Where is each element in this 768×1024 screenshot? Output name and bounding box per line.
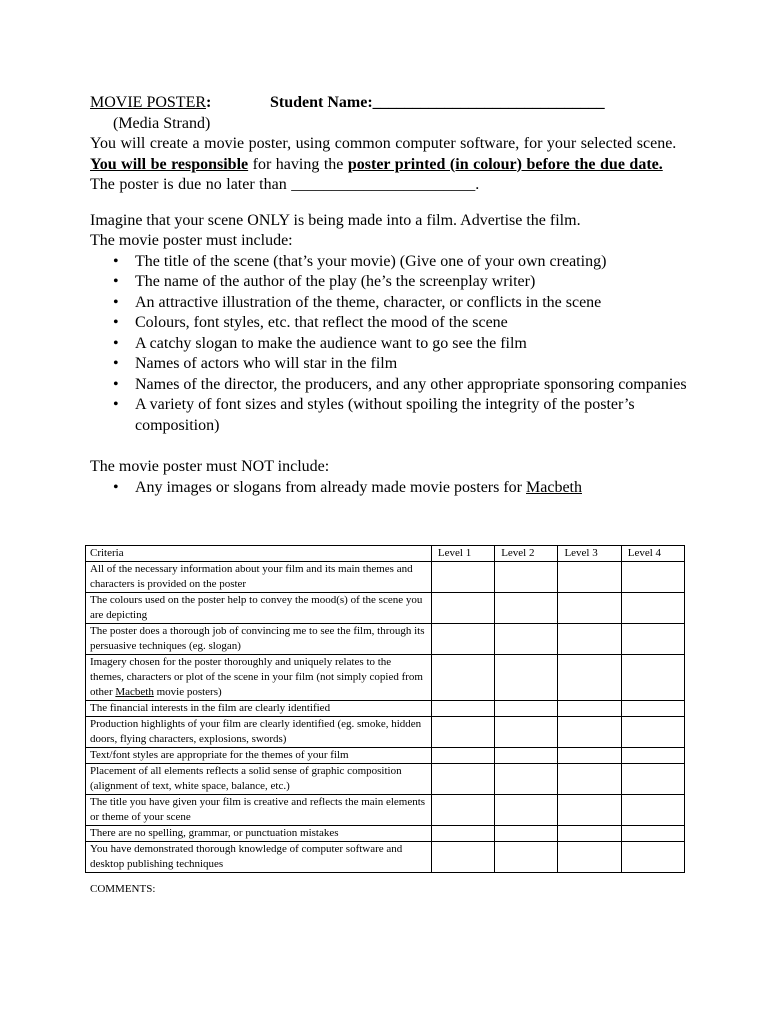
criteria-text: All of the necessary information about your film and its main themes and characters is provided on the poster [90,563,413,590]
list-item-text: Names of actors who will star in the film [135,355,398,372]
level-4-cell[interactable] [621,624,684,655]
level-1-cell[interactable] [431,701,494,717]
bullet-icon: • [113,478,119,496]
level-3-cell[interactable] [558,795,621,826]
criteria-cell [86,701,432,717]
criteria-cell [86,748,432,764]
level-4-cell[interactable] [621,717,684,748]
level-1-cell[interactable] [431,764,494,795]
level-2-cell[interactable] [495,593,558,624]
list-item [90,375,690,396]
table-row [86,624,685,655]
criteria-text: movie posters) [153,686,222,698]
strand-label: (Media Strand) [113,114,211,132]
bullet-icon: • [113,396,119,413]
level-1-cell[interactable] [431,655,494,701]
list-item [90,293,690,314]
level-3-cell[interactable] [558,748,621,764]
bullet-icon: • [113,252,119,270]
macbeth-title: Macbeth [115,686,154,698]
list-item [90,313,690,334]
level-4-cell[interactable] [621,748,684,764]
list-item [90,252,690,273]
table-row [86,717,685,748]
printed-text: poster printed (in colour) before the due date. [347,155,663,173]
level-4-cell[interactable] [621,655,684,701]
table-row [86,748,685,764]
criteria-text: Text/font styles are appropriate for the themes of your film [90,749,349,761]
level-1-cell[interactable] [431,562,494,593]
exclude-heading: The movie poster must NOT include: [90,458,330,475]
level-2-cell[interactable] [495,826,558,842]
level-4-cell[interactable] [621,562,684,593]
level-1-cell[interactable] [431,826,494,842]
criteria-text: Production highlights of your film are clearly identified (eg. smoke, hidden doors, flying characters, explosions, swords) [90,718,422,745]
assignment-page [90,93,690,498]
comments-label: COMMENTS: [90,883,156,895]
title-group [90,93,211,114]
level-3-cell[interactable] [558,701,621,717]
criteria-cell [86,624,432,655]
table-row [86,842,685,873]
criteria-text: The colours used on the poster help to convey the mood(s) of the scene you are depicting [90,594,423,621]
bullet-icon: • [113,334,119,352]
criteria-text: The title you have given your film is creative and reflects the main elements or theme of your scene [90,796,426,823]
bullet-icon: • [113,314,119,331]
level-3-cell[interactable] [558,842,621,873]
level-4-cell[interactable] [621,701,684,717]
level-1-cell[interactable] [431,795,494,826]
exclude-list [90,478,690,499]
level-3-cell[interactable] [558,655,621,701]
level-2-cell[interactable] [495,795,558,826]
criteria-cell [86,593,432,624]
level-2-cell[interactable] [495,562,558,593]
criteria-text: Imagery chosen for the poster thoroughly and uniquely relates to the themes, characters or plot of the scene in your film (not simply copied from other [90,656,423,698]
criteria-cell [86,764,432,795]
table-row [86,701,685,717]
level-4-cell[interactable] [621,795,684,826]
include-list [90,252,690,437]
criteria-cell [86,655,432,701]
criteria-cell [86,562,432,593]
criteria-text: The financial interests in the film are clearly identified [90,702,331,714]
page-title: MOVIE POSTER [90,94,207,111]
level-1-cell[interactable] [431,717,494,748]
level-1-cell[interactable] [431,593,494,624]
table-row [86,562,685,593]
level-3-cell[interactable] [558,717,621,748]
student-name-field: Student Name:_____________________________ [270,94,605,111]
level-3-cell[interactable] [558,562,621,593]
macbeth-title: Macbeth [526,478,582,496]
criteria-cell [86,842,432,873]
level-3-cell[interactable] [558,826,621,842]
table-row [86,593,685,624]
column-header: Level 4 [621,546,684,562]
imagine-line: Imagine that your scene ONLY is being made into a film. Advertise the film. [90,211,581,229]
level-2-cell[interactable] [495,764,558,795]
bullet-icon: • [113,355,119,372]
table-row [86,826,685,842]
list-item-text: Colours, font styles, etc. that reflect the mood of the scene [135,314,508,331]
list-item-text: The name of the author of the play (he’s the screenplay writer) [135,273,536,290]
list-item-text: A variety of font sizes and styles (without spoiling the integrity of the poster’s composition) [135,396,635,434]
level-3-cell[interactable] [558,624,621,655]
bullet-icon: • [113,375,119,393]
table-row [86,795,685,826]
intro-text: You will create a movie poster, using common computer software, for your selected scene. [90,135,677,152]
level-1-cell[interactable] [431,624,494,655]
level-3-cell[interactable] [558,764,621,795]
intro-paragraph [90,134,690,196]
level-2-cell[interactable] [495,748,558,764]
list-item-text: Any images or slogans from already made movie posters for [135,478,527,496]
criteria-cell [86,717,432,748]
title-row [90,93,690,114]
level-1-cell[interactable] [431,842,494,873]
table-header-row [86,546,685,562]
level-4-cell[interactable] [621,842,684,873]
level-1-cell[interactable] [431,748,494,764]
level-2-cell[interactable] [495,842,558,873]
criteria-text: There are no spelling, grammar, or punctuation mistakes [90,827,339,839]
criteria-text: You have demonstrated thorough knowledge of computer software and desktop publishing techniques [90,843,403,870]
table-row [86,764,685,795]
level-2-cell[interactable] [495,701,558,717]
list-item-text: The title of the scene (that’s your movie) (Give one of your own creating) [135,252,607,270]
level-2-cell[interactable] [495,717,558,748]
intro-text-2: for having the [248,155,348,173]
level-3-cell[interactable] [558,593,621,624]
table-row [86,655,685,701]
bullet-icon: • [113,273,119,290]
column-header: Criteria [86,546,432,562]
list-item-text: A catchy slogan to make the audience want to go see the film [135,334,527,352]
level-2-cell[interactable] [495,624,558,655]
column-header: Level 1 [431,546,494,562]
due-date-text: The poster is due no later than _______________________. [90,176,480,193]
level-4-cell[interactable] [621,764,684,795]
criteria-text: Placement of all elements reflects a solid sense of graphic composition (alignment of text, white space, balance, etc.) [90,765,402,792]
level-2-cell[interactable] [495,655,558,701]
include-heading: The movie poster must include: [90,232,293,249]
title-colon: : [206,94,212,111]
level-4-cell[interactable] [621,826,684,842]
bullet-icon: • [113,293,119,311]
list-item [90,334,690,355]
list-item [90,478,690,499]
list-item [90,395,690,436]
level-4-cell[interactable] [621,593,684,624]
list-item-text: Names of the director, the producers, and any other appropriate sponsoring companies [135,375,687,393]
responsible-text: You will be responsible [90,155,249,173]
criteria-cell [86,795,432,826]
list-item [90,272,690,293]
list-item-text: An attractive illustration of the theme, character, or conflicts in the scene [135,293,602,311]
list-item [90,354,690,375]
rubric-body [86,562,685,873]
criteria-cell [86,826,432,842]
column-header: Level 3 [558,546,621,562]
criteria-text: The poster does a thorough job of convincing me to see the film, through its persuasive techniques (eg. slogan) [90,625,425,652]
column-header: Level 2 [495,546,558,562]
rubric-table [85,545,685,873]
